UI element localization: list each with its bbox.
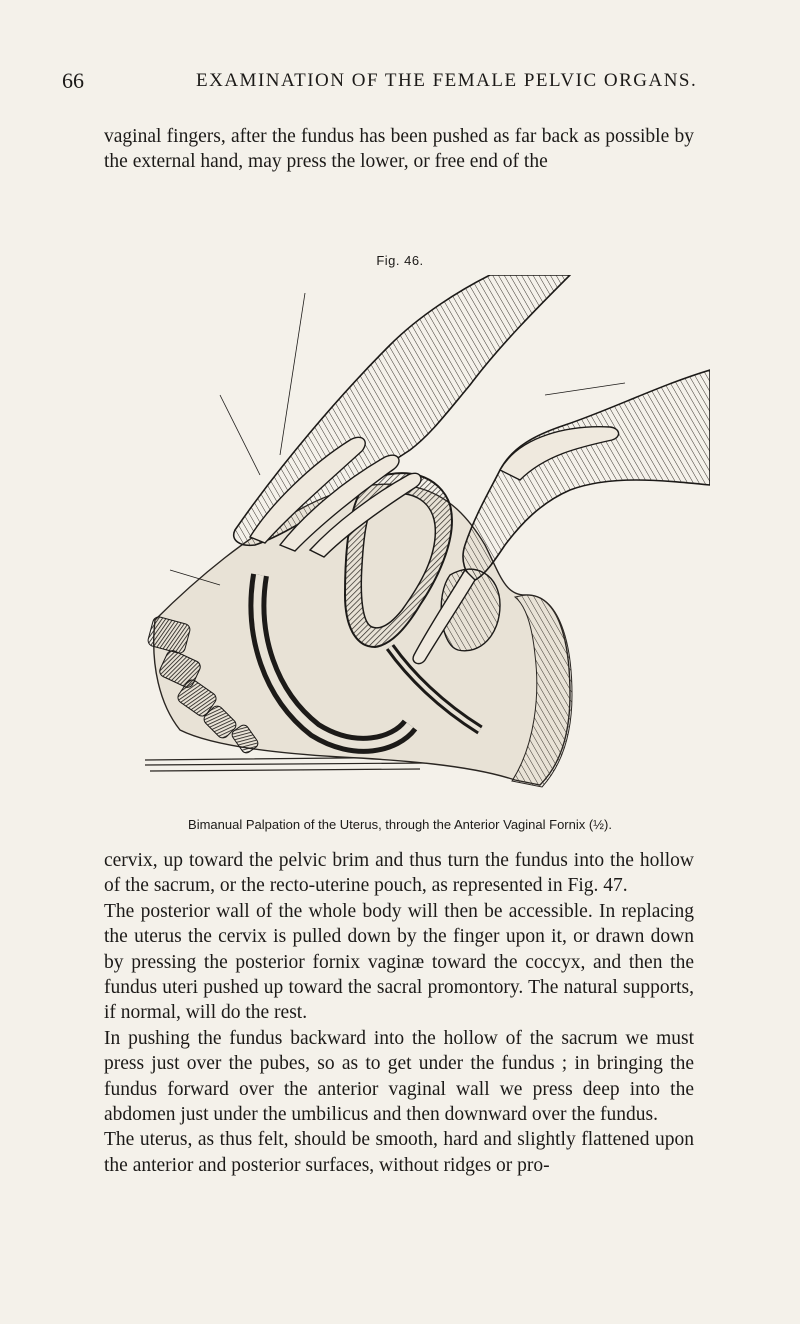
paragraph: The posterior wall of the whole body will then be accessible. In replacing the uterus the cervix is pulled down by the finger upon it, or drawn down by pressing the posterior fornix vaginæ toward the coccyx, and then the fundus uteri pushed up toward the sacral promontory. The natural supports, if normal, will do the rest. (104, 900, 694, 1024)
figure-label: Fig. 46. (376, 253, 424, 268)
paragraph: The uterus, as thus felt, should be smooth, hard and slightly flattened upon the anterior and posterior surfaces, without ridges or pro- (104, 1129, 694, 1176)
paragraph: cervix, up toward the pelvic brim and thus turn the fundus into the hollow of the sacrum, or the recto-uterine pouch, as represented in Fig. 47. (104, 850, 694, 897)
figure-caption: Bimanual Palpation of the Uterus, through the Anterior Vaginal Fornix (½). (188, 817, 612, 832)
body-text (104, 848, 694, 1178)
paragraph: In pushing the fundus backward into the hollow of the sacrum we must press just over the pubes, so as to get under the fundus ; in bringing the fundus forward over the anterior vaginal wall we press deep into the abdomen just under the umbilicus and then downward over the fundus. (104, 1027, 694, 1126)
opening-paragraph: vaginal fingers, after the fundus has been pushed as far back as possible by the external hand, may press the lower, or free end of the (104, 126, 694, 172)
internal-hand (463, 370, 710, 580)
page-number: 66 (62, 68, 84, 93)
running-title: EXAMINATION OF THE FEMALE PELVIC ORGANS. (196, 70, 698, 91)
anatomical-illustration (140, 275, 710, 805)
